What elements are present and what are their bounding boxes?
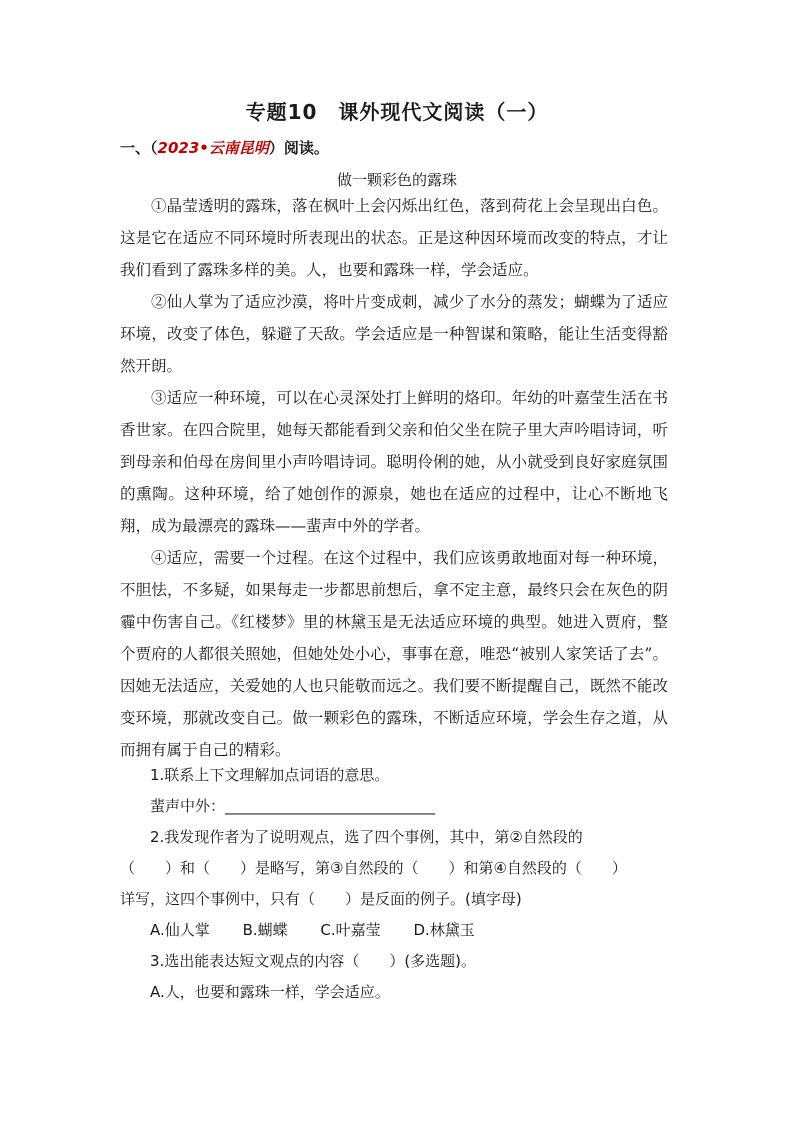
section-heading bbox=[120, 137, 329, 158]
option-b: B.蝴蝶 bbox=[242, 921, 288, 939]
article-paragraph-2: ②仙人掌为了适应沙漠，将叶片变成刺，减少了水分的蒸发；蝴蝶为了适应环境，改变了体色，躲避了天敌。学会适应是一种智谋和策略，能让生活变得豁然开朗。 bbox=[120, 293, 668, 375]
question-2-line-3: 详写，这四个事例中，只有（ ）是反面的例子。(填字母) bbox=[120, 890, 522, 908]
question-2-options bbox=[120, 915, 668, 946]
article-title: 做一颗彩色的露珠 bbox=[336, 171, 457, 189]
question-1: 1.联系上下文理解加点词语的意思。 bbox=[150, 766, 390, 784]
questions-block bbox=[120, 760, 668, 1008]
option-a: A.仙人掌 bbox=[150, 921, 210, 939]
section-source: 2023•云南昆明 bbox=[157, 139, 269, 157]
section-prefix: 一、（ bbox=[120, 139, 158, 157]
question-1-answer-blank: 蜚声中外：____________________________ bbox=[150, 797, 436, 815]
question-2-line-2: （ ）和（ ）是略写，第③自然段的（ ）和第④自然段的（ ） bbox=[120, 859, 627, 877]
article-paragraph-3: ③适应一种环境，可以在心灵深处打上鲜明的烙印。年幼的叶嘉莹生活在书香世家。在四合院里，她每天都能看到父亲和伯父坐在院子里大声吟唱诗词，听到母亲和伯母在房间里小声吟唱诗词。聪明伶俐的她，从小就受到良好家庭氛围的熏陶。这种环境，给了她创作的源泉，她也在适应的过程中，让心不断地飞翔，成为最漂亮的露珠——蜚声中外的学者。 bbox=[120, 389, 668, 535]
question-3-option-a: A.人，也要和露珠一样，学会适应。 bbox=[150, 983, 390, 1001]
article-body bbox=[120, 190, 668, 766]
article-paragraph-1: ①晶莹透明的露珠，落在枫叶上会闪烁出红色，落到荷花上会呈现出白色。这是它在适应不同环境时所表现出的状态。正是这种因环境而改变的特点，才让我们看到了露珠多样的美。人，也要和露珠一样，学会适应。 bbox=[120, 197, 668, 279]
question-3: 3.选出能表达短文观点的内容（ ）(多选题)。 bbox=[150, 952, 477, 970]
page-title: 专题10 课外现代文阅读（一） bbox=[245, 100, 549, 124]
option-c: C.叶嘉莹 bbox=[320, 921, 381, 939]
section-suffix: ）阅读。 bbox=[268, 139, 329, 157]
question-2-line-1: 2.我发现作者为了说明观点，选了四个事例，其中，第②自然段的 bbox=[150, 828, 583, 846]
option-d: D.林黛玉 bbox=[413, 921, 475, 939]
article-paragraph-4: ④适应，需要一个过程。在这个过程中，我们应该勇敢地面对每一种环境，不胆怯，不多疑，如果每走一步都思前想后，拿不定主意，最终只会在灰色的阴霾中伤害自己。《红楼梦》里的林黛玉是无法适应环境的典型。她进入贾府，整个贾府的人都很关照她，但她处处小心，事事在意，唯恐“被别人家笑话了去”。因她无法适应，关爱她的人也只能敬而远之。我们要不断提醒自己，既然不能改变环境，那就改变自己。做一颗彩色的露珠，不断适应环境，学会生存之道，从而拥有属于自己的精彩。 bbox=[120, 549, 668, 759]
